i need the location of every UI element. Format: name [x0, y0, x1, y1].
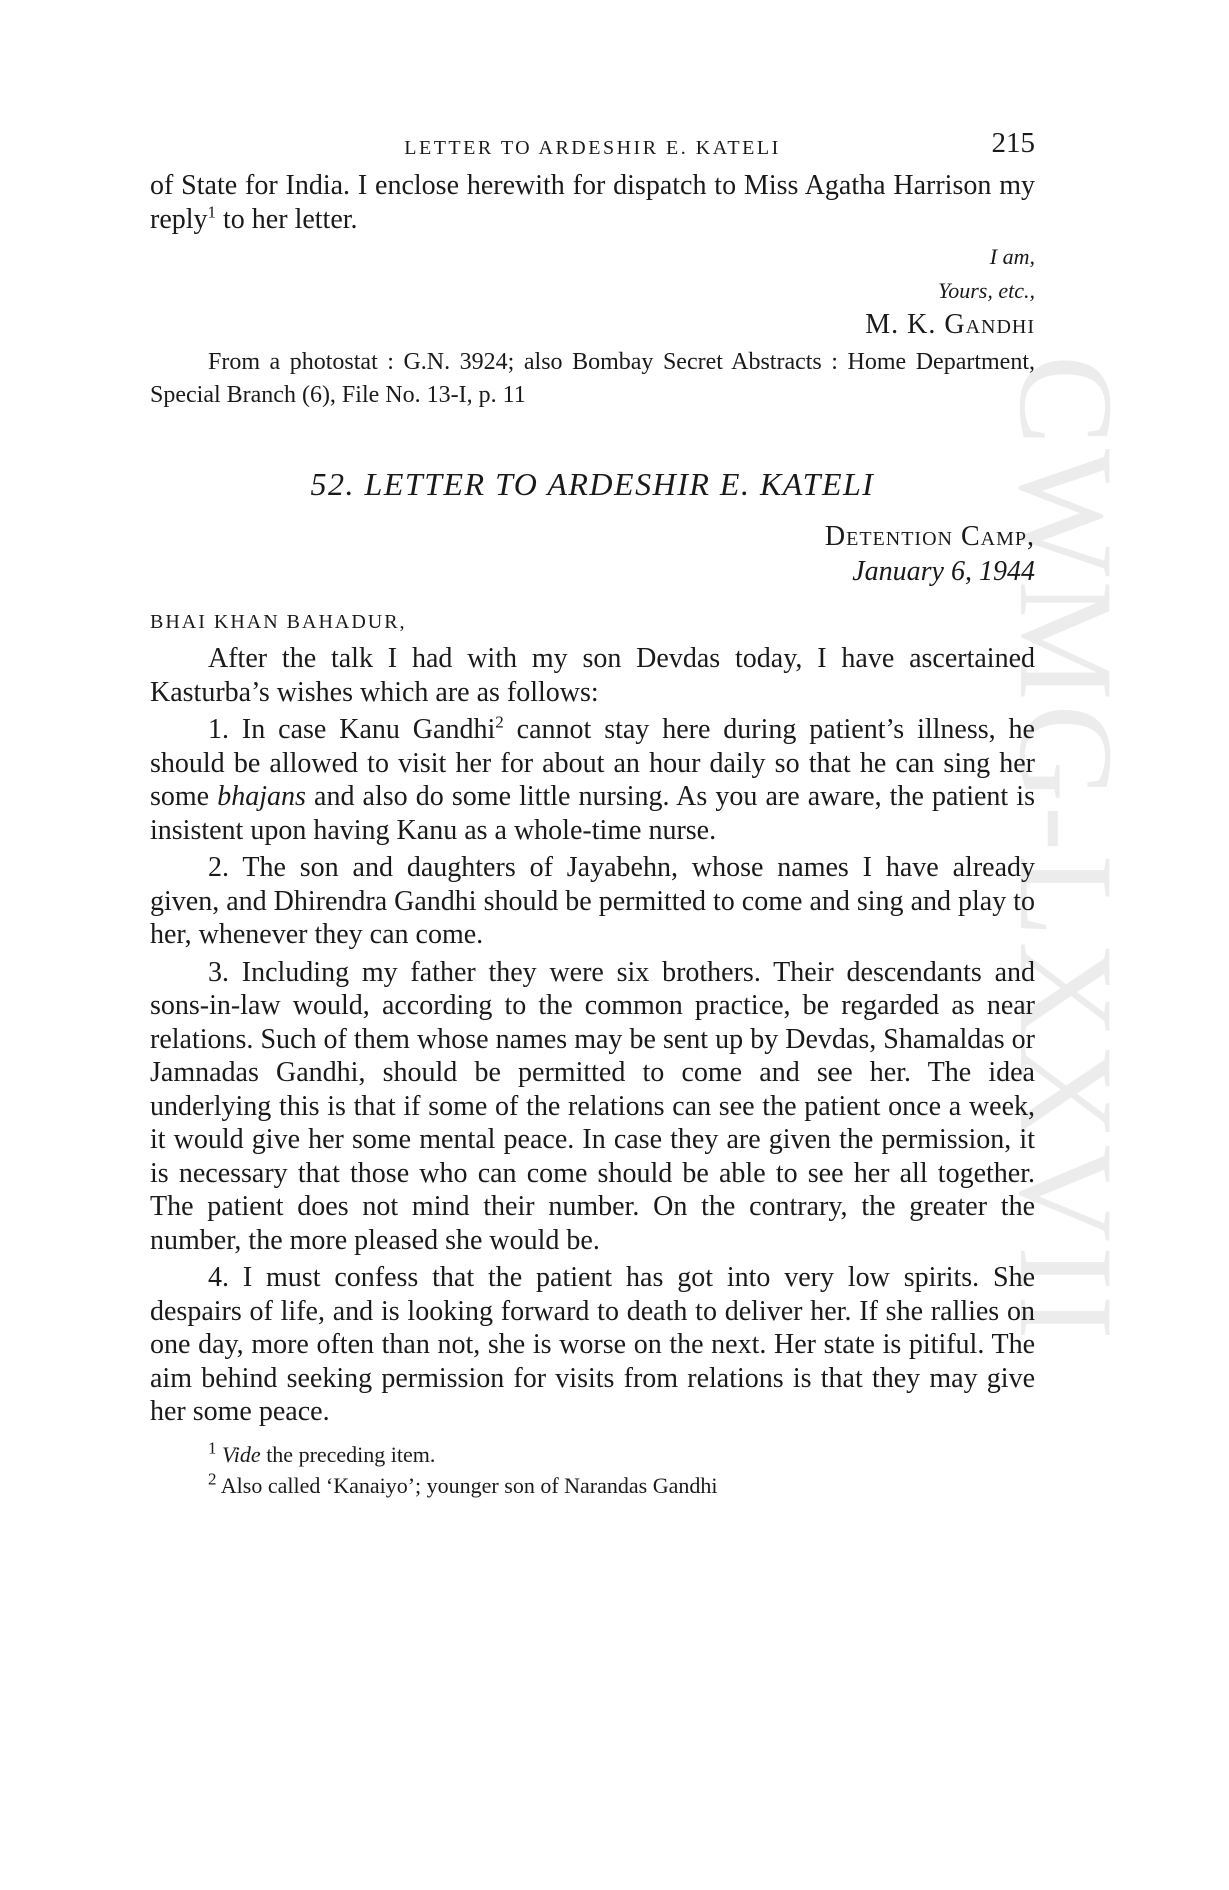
- dateline-place: Detention Camp,: [824, 521, 1035, 552]
- letter-point-1: 1. In case Kanu Gandhi$^2$ cannot stay here during patient’s illness, he should be allowed to visit her for about an hour daily so that he can sing her some bhajans and also do some little nursing. As you are aware, the patient is insistent upon having Kanu as a whole-time nurse.: [150, 712, 1035, 846]
- dateline-date: January 6, 1944: [852, 556, 1035, 587]
- watermark: CWMG-LXXVII: [991, 355, 1140, 1344]
- letter-point-3: 3. Including my father they were six brothers. Their descendants and sons-in-law would, according to the common practice, be regarded as near relations. Such of them whose names may be sent up by Devdas, Shamaldas or Jamnadas Gandhi, should be permitted to come and see her. The idea underlying this is that if some of the relations can see the patient once a week, it would give her some mental peace. In case they are given the permission, it is necessary that those who can come should be able to see her all together. The patient does not mind their number. On the contrary, the greater the number, the more pleased she would be.: [150, 956, 1035, 1256]
- footnote-ref-2: 2: [495, 712, 504, 732]
- page-number: 215: [991, 127, 1035, 159]
- letter-intro: After the talk I had with my son Devdas today, I have ascertained Kasturba’s wishes which are as follows:: [150, 643, 1035, 708]
- footnote-2: $^2$ Also called ‘Kanaiyo’; younger son of Narandas Gandhi: [208, 1469, 718, 1498]
- source-note: From a photostat : G.N. 3924; also Bombay Secret Abstracts : Home Department, Special Branch (6), File No. 13-I, p. 11: [150, 349, 1035, 408]
- footnotes: [150, 1439, 1035, 1501]
- page: [150, 125, 1035, 1501]
- letter-point-2: 2. The son and daughters of Jayabehn, whose names I have already given, and Dhirendra Gandhi should be permitted to come and sing and play to her, whenever they can come.: [150, 852, 1035, 950]
- dateline: [150, 519, 1035, 589]
- footnote-ref-1: 1: [207, 202, 217, 222]
- footnote-1: $^1$ Vide the preceding item.: [208, 1438, 436, 1467]
- closing-line-2: Yours, etc.,: [938, 278, 1035, 303]
- letter-heading: [150, 466, 1035, 503]
- running-head: [150, 125, 1035, 169]
- salutation: BHAI KHAN BAHADUR,: [150, 611, 407, 633]
- letter-number: 52.: [310, 466, 356, 502]
- previous-letter-end: of State for India. I enclose herewith for dispatch to Miss Agatha Harrison my reply$^1$ to her letter.: [150, 170, 1035, 235]
- signature: M. K. Gandhi: [865, 309, 1035, 340]
- letter-point-4: 4. I must confess that the patient has got into very low spirits. She despairs of life, and is looking forward to death to deliver her. If she rallies on one day, more often than not, she is worse on the next. Her state is pitiful. The aim behind seeking permission for visits from relations is that they may give her some peace.: [150, 1262, 1035, 1427]
- closing-line-1: I am,: [989, 244, 1035, 269]
- running-head-title: LETTER TO ARDESHIR E. KATELI: [404, 137, 781, 159]
- letter-title: LETTER TO ARDESHIR E. KATELI: [364, 466, 875, 502]
- closing: [150, 240, 1035, 342]
